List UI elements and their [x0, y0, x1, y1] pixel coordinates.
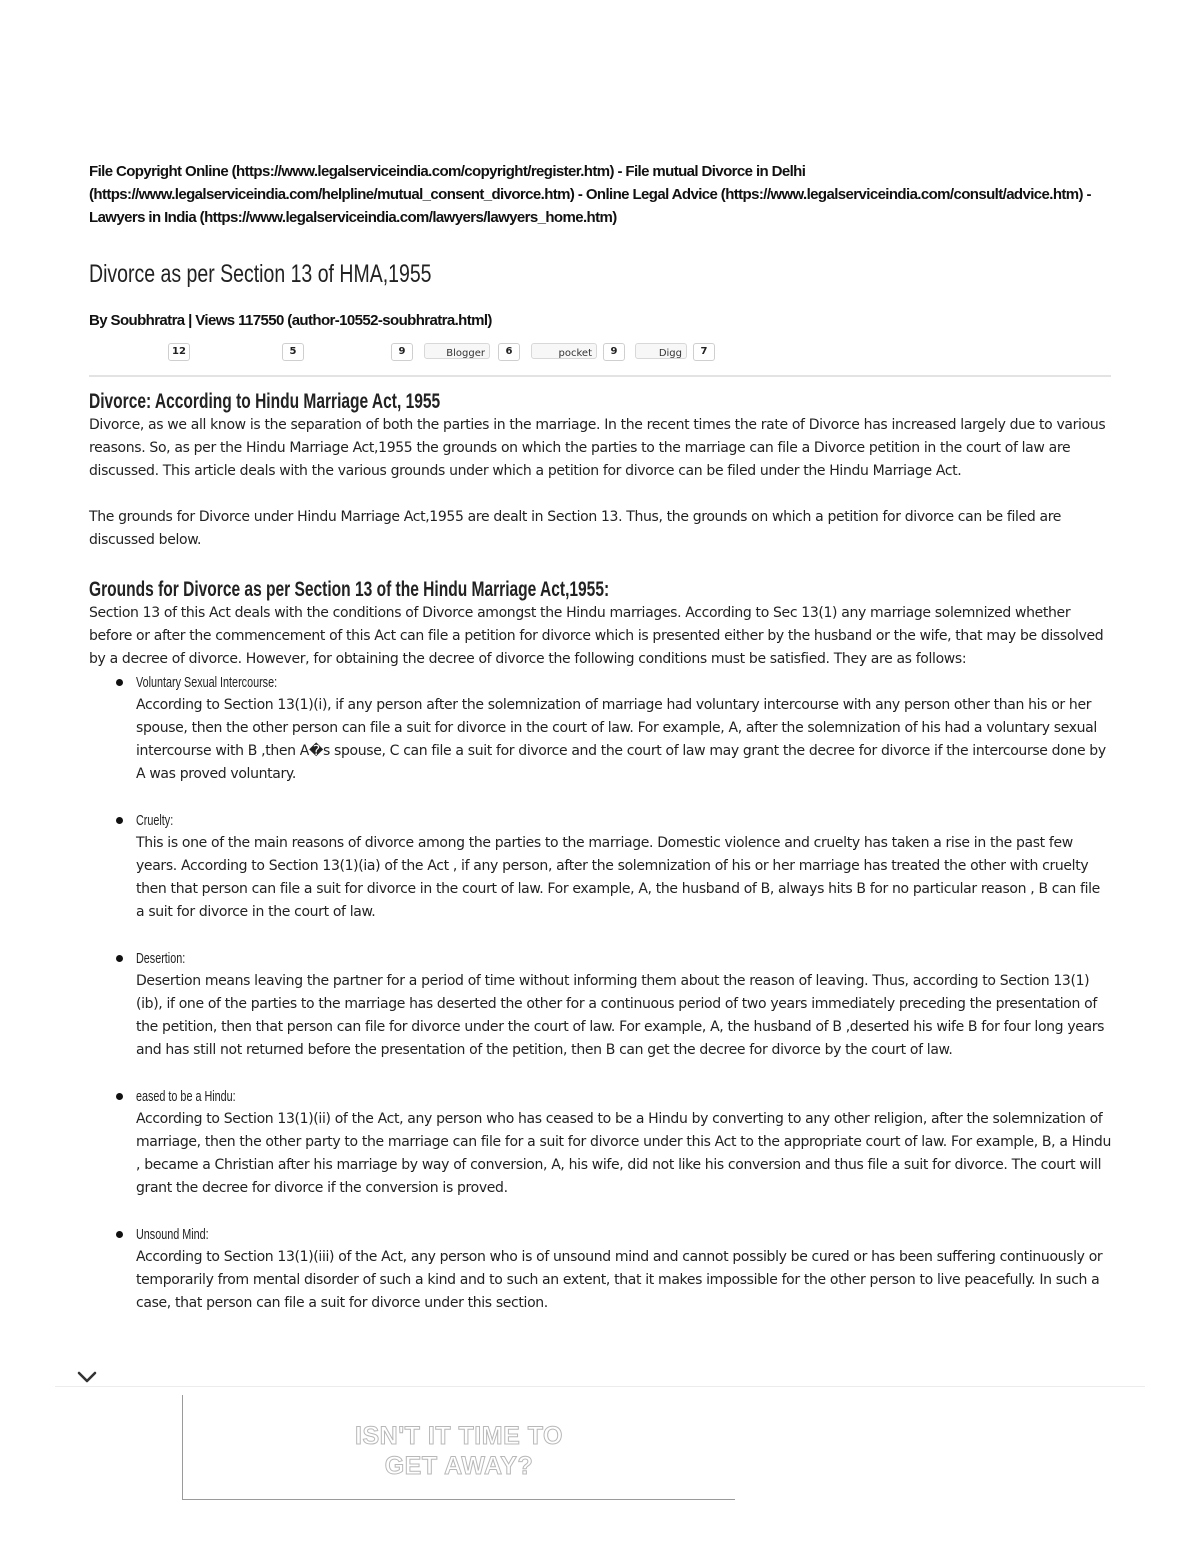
share-count-pocket[interactable]: 9	[603, 343, 625, 361]
author-byline[interactable]: By Soubhratra | Views 117550 (author-10552-soubhratra.html)	[89, 312, 492, 329]
link-separator: -	[613, 163, 626, 180]
chevron-down-icon[interactable]	[76, 1366, 98, 1388]
ground-heading-desertion: Desertion:	[136, 950, 186, 967]
share-count-2[interactable]: 5	[282, 343, 304, 361]
ad-text	[183, 1421, 735, 1481]
link-online-legal-advice[interactable]: Online Legal Advice (https://www.legalserviceindia.com/consult/advice.htm)	[585, 186, 1083, 203]
ground-heading-unsound-mind: Unsound Mind:	[136, 1226, 209, 1243]
pocket-share-button[interactable]: pocket	[531, 343, 597, 359]
share-count-3[interactable]: 9	[391, 343, 413, 361]
blogger-share-button[interactable]: Blogger	[424, 343, 490, 359]
ground-heading-ceased-hindu: eased to be a Hindu:	[136, 1088, 236, 1105]
ground-text-unsound-mind: According to Section 13(1)(iii) of the Act, any person who is of unsound mind and cannot possibly be cured or has been suffering continuously or temporarily from mental disorder of such a kind and to such an extent, that it makes impossible for the other person to live peacefully. In such a case, that person can file a suit for divorce under this section.	[136, 1249, 1103, 1311]
page-title: Divorce as per Section 13 of HMA,1955	[89, 260, 432, 288]
link-lawyers-in-india[interactable]: Lawyers in India (https://www.legalserviceindia.com/lawyers/lawyers_home.htm)	[89, 209, 617, 226]
list-item	[136, 1085, 1111, 1200]
share-count-blogger[interactable]: 6	[498, 343, 520, 361]
list-item	[136, 1223, 1111, 1315]
ad-box[interactable]	[182, 1395, 735, 1500]
grounds-intro-paragraph: Section 13 of this Act deals with the conditions of Divorce amongst the Hindu marriages. According to Sec 13(1) any marriage solemnized whether before or after the commencement of this Act can file a petition for divorce which is presented either by the husband or the wife, that may be dissolved by a decree of divorce. However, for obtaining the decree of divorce the following conditions must be satisfied. They are as follows:	[89, 605, 1104, 667]
article-page	[89, 160, 1111, 1338]
ground-text-cruelty: This is one of the main reasons of divorce among the parties to the marriage. Domestic violence and cruelty has taken a rise in the past few years. According to Section 13(1)(ia) of the Act , if any person, after the solemnization of his or her marriage has treated the other with cruelty then that person can file a suit for divorce in the court of law. For example, A, the husband of B, always hits B for no particular reason , B can file a suit for divorce in the court of law.	[136, 835, 1100, 920]
link-mutual-divorce[interactable]: File mutual Divorce in Delhi (https://www.legalserviceindia.com/helpline/mutual_consent_divorce.htm)	[89, 163, 806, 203]
share-count-1[interactable]: 12	[168, 343, 190, 361]
share-bar	[89, 341, 1111, 377]
intro-paragraph-1: Divorce, as we all know is the separation of both the parties in the marriage. In the recent times the rate of Divorce has increased largely due to various reasons. So, as per the Hindu Marriage Act,1955 the grounds on which the parties to the marriage can file a Divorce petition in the court of law are discussed. This article deals with the various grounds under which a petition for divorce can be filed under the Hindu Marriage Act.	[89, 417, 1106, 479]
link-separator: -	[574, 186, 586, 203]
ground-heading-cruelty: Cruelty:	[136, 812, 174, 829]
grounds-list	[89, 671, 1111, 1315]
ad-line-1: ISN'T IT TIME TO	[355, 1422, 563, 1450]
list-item	[136, 947, 1111, 1062]
section-heading-grounds: Grounds for Divorce as per Section 13 of the Hindu Marriage Act,1955:	[89, 578, 610, 601]
ground-text-ceased-hindu: According to Section 13(1)(ii) of the Act, any person who has ceased to be a Hindu by converting to any other religion, after the solemnization of marriage, then the other party to the marriage can file for a suit for divorce under this Act to the appropriate court of law. For example, B, a Hindu , became a Christian after his marriage by way of conversion, A, his wife, did not like his conversion and thus file a suit for divorce. The court will grant the decree for divorce if the conversion is proved.	[136, 1111, 1111, 1196]
ad-line-2: GET AWAY?	[384, 1452, 534, 1480]
link-file-copyright[interactable]: File Copyright Online (https://www.legalserviceindia.com/copyright/register.htm)	[89, 163, 614, 180]
ground-heading-voluntary-intercourse: Voluntary Sexual Intercourse:	[136, 674, 278, 691]
top-links	[89, 160, 1111, 229]
ground-text-voluntary-intercourse: According to Section 13(1)(i), if any person after the solemnization of marriage had voluntary intercourse with any person other than his or her spouse, then the other person can file a suit for divorce in the court of law. For example, A, after the solemnization of his had a voluntary sexual intercourse with B ,then A�s spouse, C can file a suit for divorce and the court of law may grant the decree for divorce if the intercourse done by A was proved voluntary.	[136, 697, 1106, 782]
digg-share-button[interactable]: Digg	[635, 343, 687, 359]
section-heading-intro: Divorce: According to Hindu Marriage Act, 1955	[89, 390, 441, 413]
link-separator: -	[1082, 186, 1091, 203]
share-count-digg[interactable]: 7	[693, 343, 715, 361]
intro-paragraph-2: The grounds for Divorce under Hindu Marriage Act,1955 are dealt in Section 13. Thus, the grounds on which a petition for divorce can be filed are discussed below.	[89, 509, 1062, 548]
ground-text-desertion: Desertion means leaving the partner for a period of time without informing them about the reason of leaving. Thus, according to Section 13(1)(ib), if one of the parties to the marriage has deserted the other for a continuous period of two years immediately preceding the presentation of the petition, then that person can file for divorce under the court of law. For example, A, the husband of B ,deserted his wife B for four long years and has still not returned before the presentation of the petition, then B can get the decree for divorce by the court of law.	[136, 973, 1105, 1058]
list-item	[136, 809, 1111, 924]
list-item	[136, 671, 1111, 786]
ad-banner	[55, 1386, 1145, 1554]
